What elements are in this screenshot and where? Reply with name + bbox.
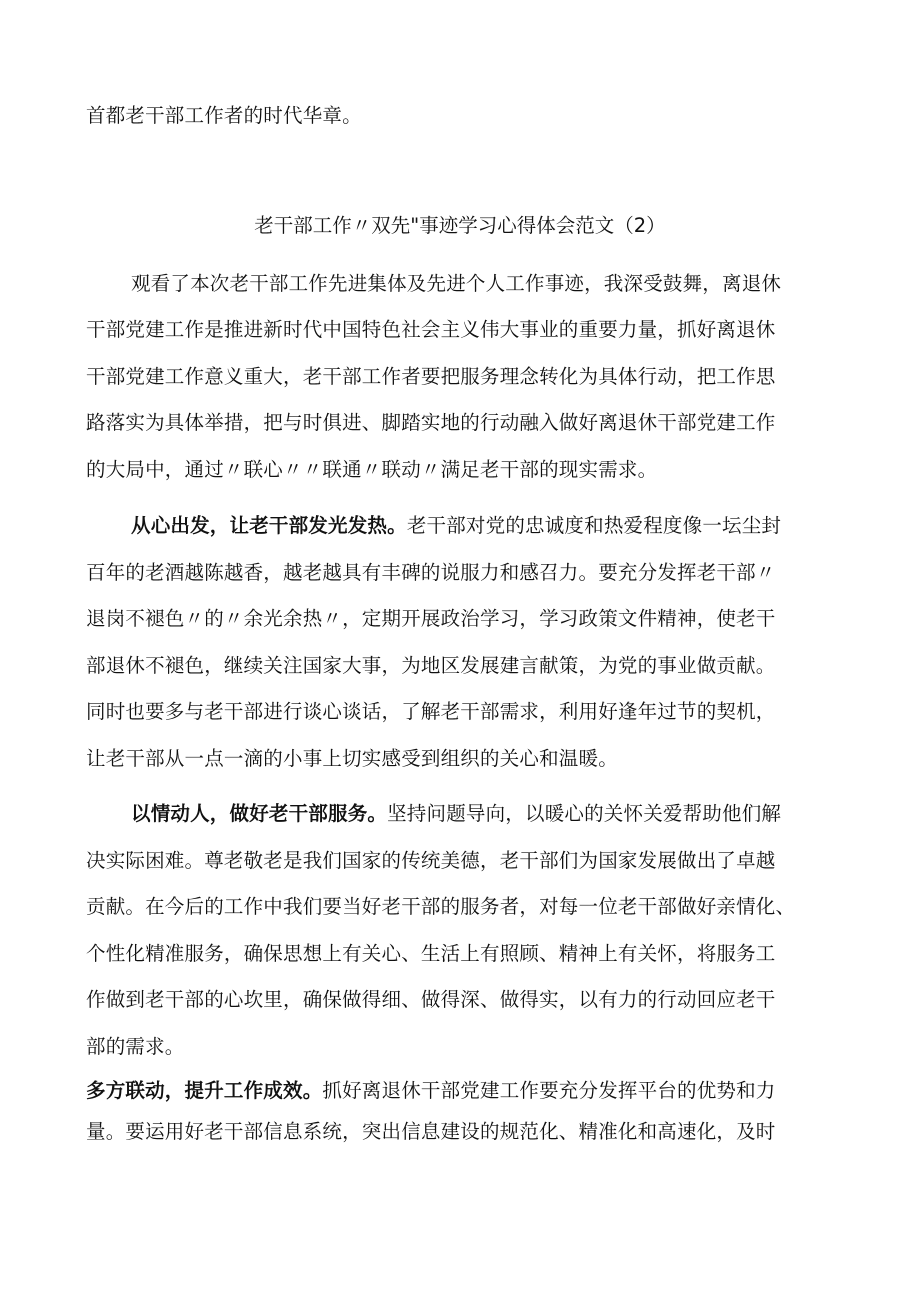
section2-line: 贡献。在今后的工作中我们要当好老干部的服务者，对每一位老干部做好亲情化、 (86, 895, 796, 918)
carryover-line: 首都老干部工作者的时代华章。 (86, 104, 362, 127)
section1-first-rest: 老干部对党的忠诚度和热爱程度像一坛尘封 (406, 514, 782, 537)
section3-first-line (86, 1078, 776, 1104)
section1-line: 百年的老酒越陈越香，越老越具有丰碑的说服力和感召力。要充分发挥老干部〃 (86, 561, 776, 584)
intro-line: 路落实为具体举措，把与时俱进、脚踏实地的行动融入做好离退休干部党建工作 (86, 411, 776, 434)
intro-line: 干部党建工作意义重大，老干部工作者要把服务理念转化为具体行动，把工作思 (86, 365, 776, 388)
section3-line: 量。要运用好老干部信息系统，突出信息建设的规范化、精准化和高速化，及时 (86, 1120, 776, 1143)
section-title: 老干部工作〃双先"事迹学习心得体会范文（2） (254, 214, 666, 237)
section1-line: 同时也要多与老干部进行谈心谈话，了解老干部需求，利用好逢年过节的契机， (86, 700, 776, 723)
section2-lead: 以情动人，做好老干部服务。 (131, 802, 388, 825)
section1-line: 退岗不褪色〃的〃余光余热〃，定期开展政治学习，学习政策文件精神，使老干 (86, 607, 776, 630)
section2-first-line (131, 801, 781, 827)
section2-line: 个性化精准服务，确保思想上有关心、生活上有照顾、精神上有关怀，将服务工 (86, 942, 776, 965)
section3-first-rest: 抓好离退休干部党建工作要充分发挥平台的优势和力 (322, 1079, 776, 1102)
section2-line: 部的需求。 (86, 1035, 185, 1058)
section2-first-rest: 坚持问题导向，以暖心的关怀关爱帮助他们解 (387, 802, 782, 825)
section1-line: 让老干部从一点一滴的小事上切实感受到组织的关心和温暖。 (86, 747, 618, 770)
section2-line: 决实际困难。尊老敬老是我们国家的传统美德，老干部们为国家发展做出了卓越 (86, 849, 776, 872)
section1-first-line (131, 513, 781, 539)
intro-line: 观看了本次老干部工作先进集体及先进个人工作事迹，我深受鼓舞，离退休 (131, 272, 782, 295)
intro-line: 的大局中，通过〃联心〃〃联通〃联动〃满足老干部的现实需求。 (86, 458, 658, 481)
section2-line: 作做到老干部的心坎里，确保做得细、做得深、做得实，以有力的行动回应老干 (86, 988, 776, 1011)
section1-lead: 从心出发，让老干部发光发热。 (131, 514, 407, 537)
section3-lead: 多方联动，提升工作成效。 (86, 1079, 323, 1102)
section1-line: 部退休不褪色，继续关注国家大事，为地区发展建言献策，为党的事业做贡献。 (86, 654, 776, 677)
intro-line: 干部党建工作是推进新时代中国特色社会主义伟大事业的重要力量，抓好离退休 (86, 318, 776, 341)
